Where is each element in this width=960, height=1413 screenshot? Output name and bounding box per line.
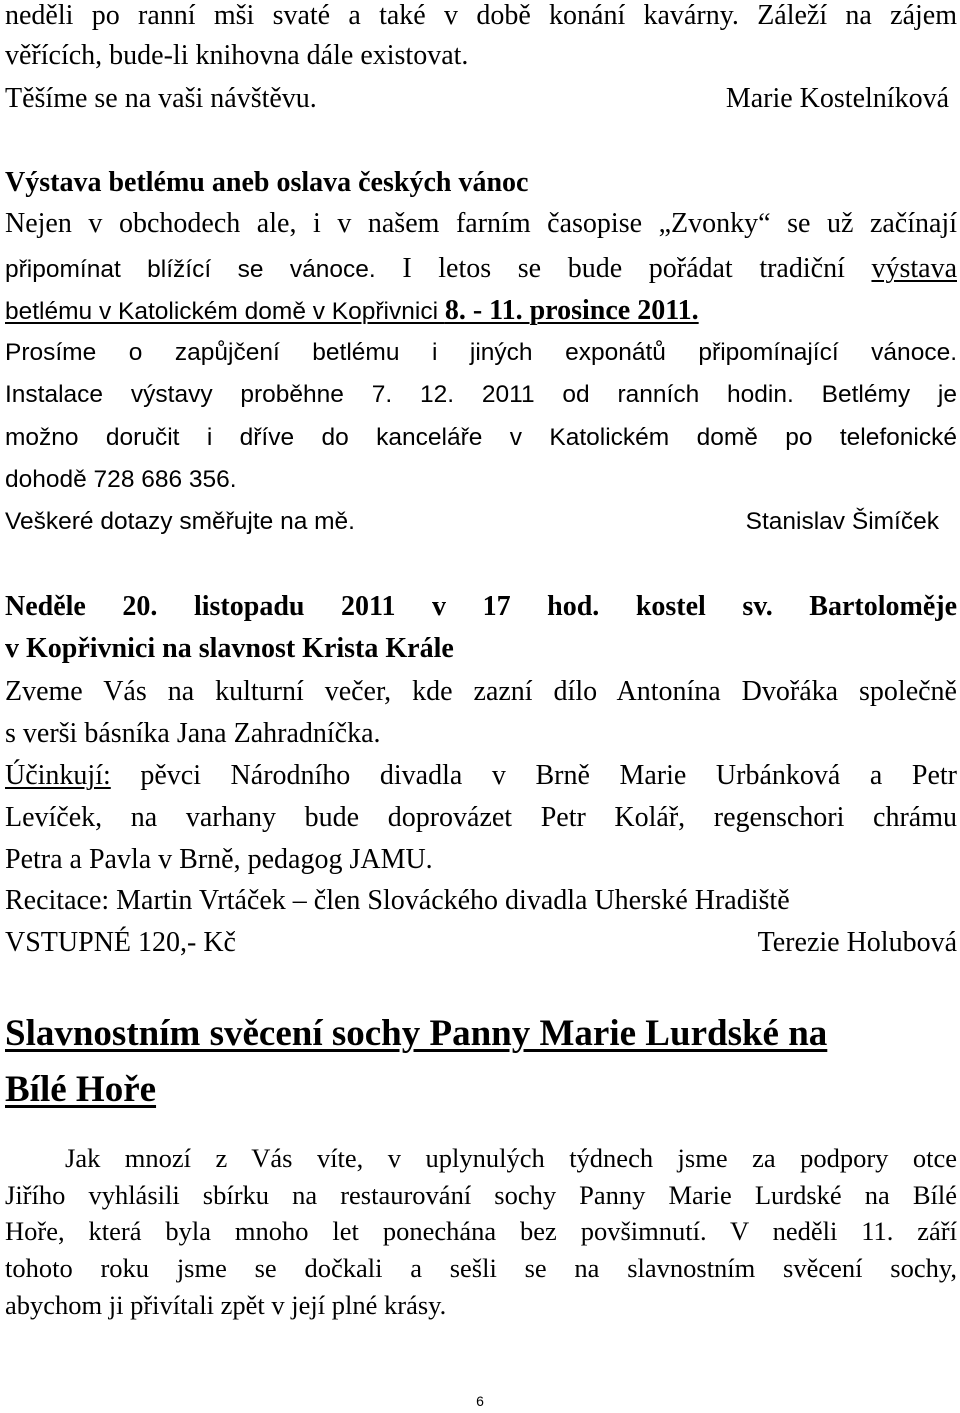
- concert-title-2: v Kopřivnici na slavnost Krista Krále: [5, 633, 454, 664]
- concert-admission: VSTUPNÉ 120,- Kč: [5, 927, 236, 958]
- nativity-line-7: dohodě 728 686 356.: [5, 466, 237, 493]
- concert-title-1: Neděle 20. listopadu 2011 v 17 hod. kostel sv. Bartoloměje: [5, 591, 957, 622]
- concert-line-4: Levíček, na varhany bude doprovázet Petr Kolář, regenschori chrámu: [5, 802, 957, 833]
- intro-signature: Marie Kostelníková: [725, 83, 949, 114]
- nativity-line-5: Instalace výstavy proběhne 7. 12. 2011 od ranních hodin. Betlémy je: [5, 381, 957, 408]
- concert-line-6: Recitace: Martin Vrtáček – člen Slováckého divadla Uherské Hradiště: [5, 885, 790, 916]
- consecration-line-3: Hoře, která byla mnoho let ponechána bez povšimnutí. V neděli 11. září: [5, 1216, 957, 1246]
- intro-greeting: Těšíme se na vaši návštěvu.: [5, 83, 317, 114]
- concert-line-2: s verši básníka Jana Zahradníčka.: [5, 718, 381, 749]
- nativity-contact: Veškeré dotazy směřujte na mě.: [5, 508, 355, 535]
- nativity-line-3: [5, 295, 957, 327]
- nativity-line-2c: výstava: [871, 253, 957, 284]
- consecration-line-4: tohoto roku jsme se dočkali a sešli se na slavnostním svěcení sochy,: [5, 1253, 957, 1283]
- nativity-line-2b: I letos se bude pořádat tradiční: [375, 253, 872, 284]
- nativity-line-2a: připomínat blížící se vánoce.: [5, 256, 376, 283]
- concert-performers-label: Účinkují:: [5, 760, 111, 791]
- nativity-title: Výstava betlému aneb oslava českých vánoc: [5, 167, 529, 198]
- consecration-line-5: abychom ji přivítali zpět v její plné krásy.: [5, 1290, 447, 1320]
- concert-performers: pěvci Národního divadla v Brně Marie Urbánková a Petr: [110, 760, 957, 791]
- concert-line-3: [5, 760, 957, 792]
- nativity-line-8: [5, 508, 957, 536]
- intro-line-3: [5, 83, 957, 115]
- concert-line-7: [5, 927, 957, 959]
- concert-signature: Terezie Holubová: [757, 927, 957, 958]
- consecration-line-1: Jak mnozí z Vás víte, v uplynulých týdnech jsme za podpory otce: [65, 1143, 957, 1173]
- consecration-line-2: Jiřího vyhlásili sbírku na restaurování sochy Panny Marie Lurdské na Bílé: [5, 1180, 957, 1210]
- intro-line-2: věřících, bude-li knihovna dále existovat.: [5, 40, 469, 71]
- intro-line-1: neděli po ranní mši svaté a také v době konání kavárny. Záleží na zájem: [5, 0, 957, 31]
- nativity-signature: Stanislav Šimíček: [745, 508, 939, 535]
- concert-line-1: Zveme Vás na kulturní večer, kde zazní dílo Antonína Dvořáka společně: [5, 676, 957, 707]
- nativity-line-1: Nejen v obchodech ale, i v našem farním časopise „Zvonky“ se už začínají: [5, 208, 957, 239]
- page-number: 6: [476, 1393, 484, 1409]
- nativity-line-4: Prosíme o zapůjčení betlému i jiných exponátů připomínající vánoce.: [5, 339, 957, 366]
- nativity-dates: 8. - 11. prosince 2011.: [444, 295, 699, 326]
- nativity-line-2: [5, 253, 957, 285]
- nativity-line-3a: betlému v Katolickém domě v Kopřivnici: [5, 298, 445, 325]
- consecration-heading-1: Slavnostním svěcení sochy Panny Marie Lurdské na: [5, 1013, 828, 1054]
- nativity-line-6: možno doručit i dříve do kanceláře v Katolickém domě po telefonické: [5, 424, 957, 451]
- consecration-heading-2: Bílé Hoře: [5, 1069, 157, 1110]
- concert-line-5: Petra a Pavla v Brně, pedagog JAMU.: [5, 844, 433, 875]
